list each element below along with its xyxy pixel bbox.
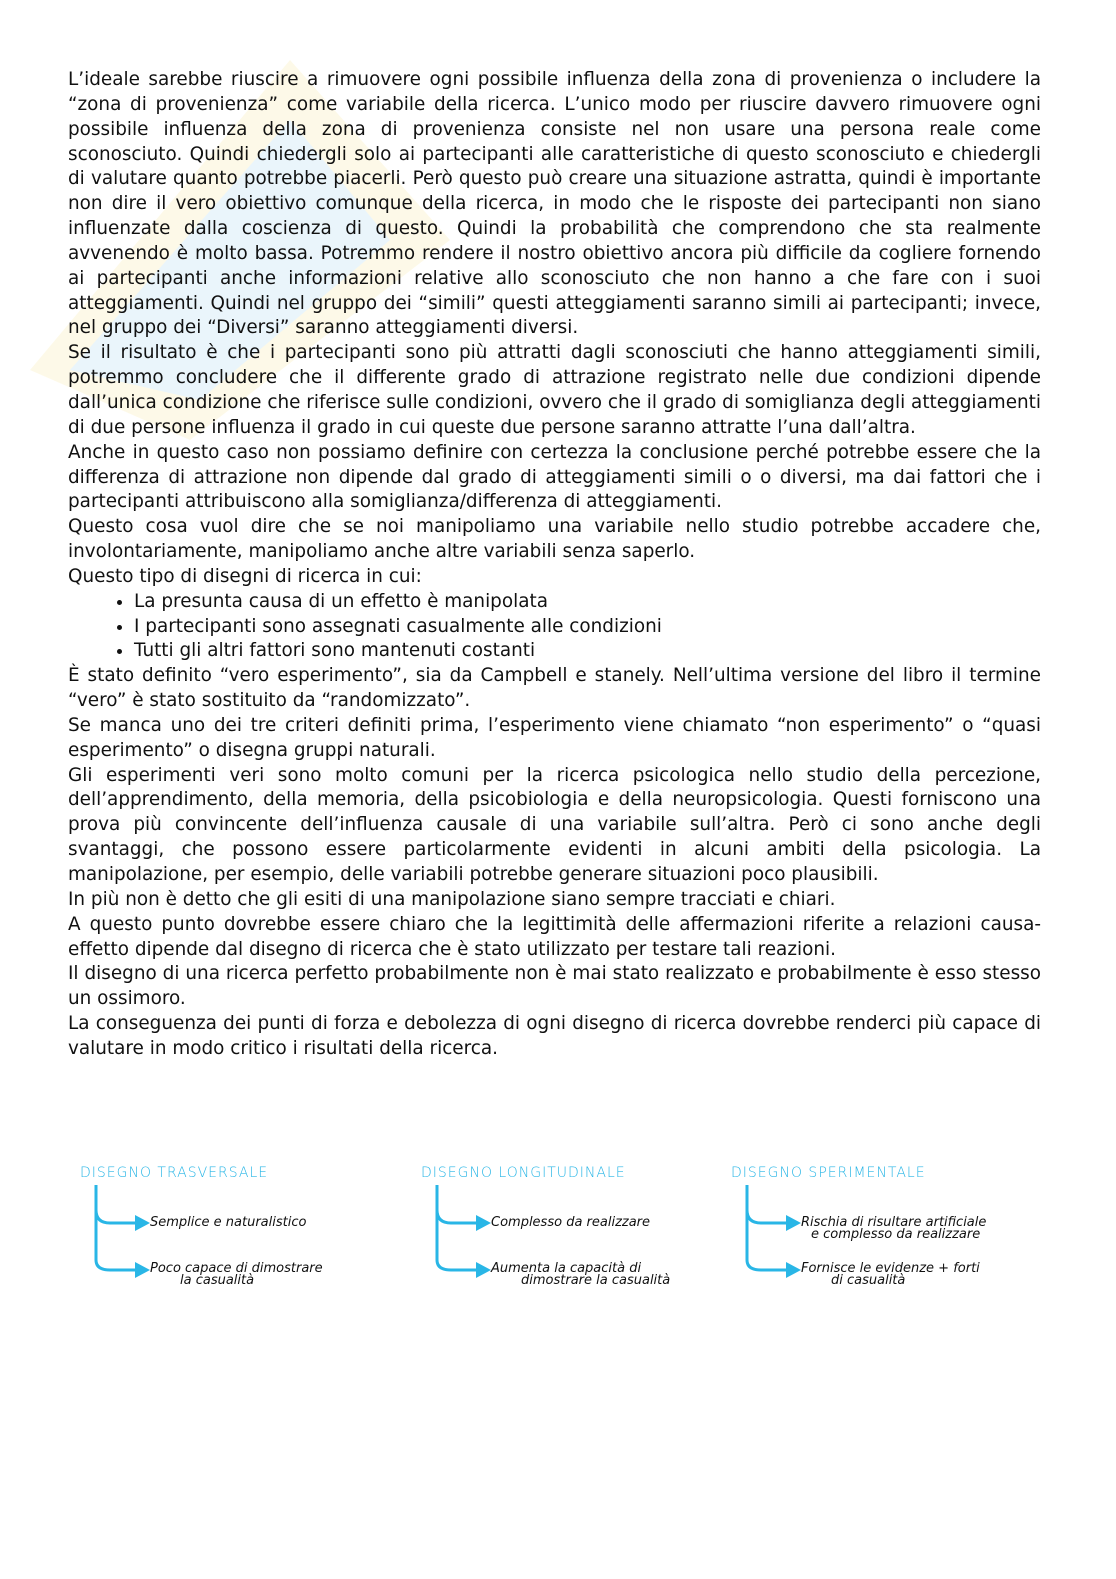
bracket-arrows-icon bbox=[421, 1165, 501, 1285]
paragraph: L’ideale sarebbe riuscire a rimuovere ogni possibile influenza della zona di provenienza o includere la “zona di provenienza” come variabile della ricerca. L’unico modo per riuscire davvero rimuovere ogni possibile influenza della zona di provenienza consiste nel non usare una persona reale come sconosciuto. Quindi chiedergli solo ai partecipanti alle caratteristiche di questo sconosciuto e chiedergli di valutare quanto potrebbe piacerli. Però questo può creare una situazione astratta, quindi è importante non dire il vero obiettivo comunque della ricerca, in modo che le risposte dei partecipanti non siano influenzate dalla coscienza di questo. Quindi la probabilità che comprendono che sta realmente avvenendo è molto bassa. Potremmo rendere il nostro obiettivo ancora più difficile da cogliere fornendo ai partecipanti anche informazioni relative allo sconosciuto che non hanno a che fare con i suoi atteggiamenti. Quindi nel gruppo dei “simili” questi atteggiamenti saranno simili ai partecipanti; invece, nel gruppo dei “Diversi” saranno atteggiamenti diversi. bbox=[68, 69, 1041, 339]
paragraph: Questo tipo di disegni di ricerca in cui: bbox=[68, 565, 422, 587]
diagram-item: Semplice e naturalistico bbox=[150, 1215, 307, 1230]
diagram-item: Rischia di risultare artificiale e complesso da realizzare bbox=[801, 1215, 987, 1242]
bullet-item: • I partecipanti sono assegnati casualmente alle condizioni bbox=[134, 615, 1041, 640]
document-body bbox=[68, 68, 1041, 1062]
diagram-1 bbox=[80, 1165, 380, 1295]
paragraph: Anche in questo caso non possiamo definire con certezza la conclusione perché potrebbe essere che la differenza di attrazione non dipende dal grado di atteggiamenti simili o o diversi, ma dai fattori che i partecipanti attribuiscono alla somiglianza/differenza di atteggiamenti. bbox=[68, 441, 1041, 513]
paragraph: Questo cosa vuol dire che se noi manipoliamo una variabile nello studio potrebbe accadere che, involontariamente, manipoliamo anche altre variabili senza saperlo. bbox=[68, 516, 1041, 563]
paragraph: Se manca uno dei tre criteri definiti prima, l’esperimento viene chiamato “non esperimento” o “quasi esperimento” o disegna gruppi naturali. bbox=[68, 714, 1041, 761]
diagram-3 bbox=[731, 1165, 1031, 1295]
diagram-item: Aumenta la capacità di dimostrare la casualità bbox=[491, 1261, 671, 1288]
diagram-title: DISEGNO SPERIMENTALE bbox=[731, 1165, 926, 1181]
bullet-item: • Tutti gli altri fattori sono mantenuti costanti bbox=[134, 639, 1041, 664]
diagram-title: DISEGNO TRASVERSALE bbox=[80, 1165, 269, 1181]
paragraph: A questo punto dovrebbe essere chiaro che la legittimità delle affermazioni riferite a relazioni causa-effetto dipende dal disegno di ricerca che è stato utilizzato per testare tali reazioni. bbox=[68, 913, 1041, 960]
bullet-item: • La presunta causa di un effetto è manipolata bbox=[134, 590, 1041, 615]
paragraph: In più non è detto che gli esiti di una manipolazione siano sempre tracciati e chiari. bbox=[68, 888, 836, 910]
paragraph: Il disegno di una ricerca perfetto probabilmente non è mai stato realizzato e probabilmente è esso stesso un ossimoro. bbox=[68, 963, 1041, 1010]
diagram-item: Poco capace di dimostrare la casualità bbox=[150, 1261, 323, 1288]
paragraph: È stato definito “vero esperimento”, sia da Campbell e stanely. Nell’ultima versione del libro il termine “vero” è stato sostituito da “randomizzato”. bbox=[68, 665, 1041, 712]
diagram-2 bbox=[421, 1165, 721, 1295]
paragraph: Gli esperimenti veri sono molto comuni per la ricerca psicologica nello studio della percezione, dell’apprendimento, della memoria, della psicobiologia e della neuropsicologia. Questi forniscono una prova più convincente dell’influenza causale di una variabile sull’altra. Però ci sono anche degli svantaggi, che possono essere particolarmente evidenti in alcuni ambiti della psicologia. La manipolazione, per esempio, delle variabili potrebbe generare situazioni poco plausibili. bbox=[68, 764, 1041, 885]
paragraph: Se il risultato è che i partecipanti sono più attratti dagli sconosciuti che hanno atteggiamenti simili, potremmo concludere che il differente grado di attrazione registrato nelle due condizioni dipende dall’unica condizione che riferisce sulle condizioni, ovvero che il grado di somiglianza degli atteggiamenti di due persone influenza il grado in cui queste due persone saranno attratte l’una dall’altra. bbox=[68, 342, 1041, 438]
bullet-list bbox=[68, 590, 1041, 665]
bracket-arrows-icon bbox=[80, 1165, 160, 1285]
paragraph: La conseguenza dei punti di forza e debolezza di ogni disegno di ricerca dovrebbe renderci più capace di valutare in modo critico i risultati della ricerca. bbox=[68, 1013, 1041, 1059]
diagram-title: DISEGNO LONGITUDINALE bbox=[421, 1165, 626, 1181]
diagram-item: Complesso da realizzare bbox=[491, 1215, 651, 1230]
bracket-arrows-icon bbox=[731, 1165, 811, 1285]
diagram-item: Fornisce le evidenze + forti di casualità bbox=[801, 1261, 980, 1288]
